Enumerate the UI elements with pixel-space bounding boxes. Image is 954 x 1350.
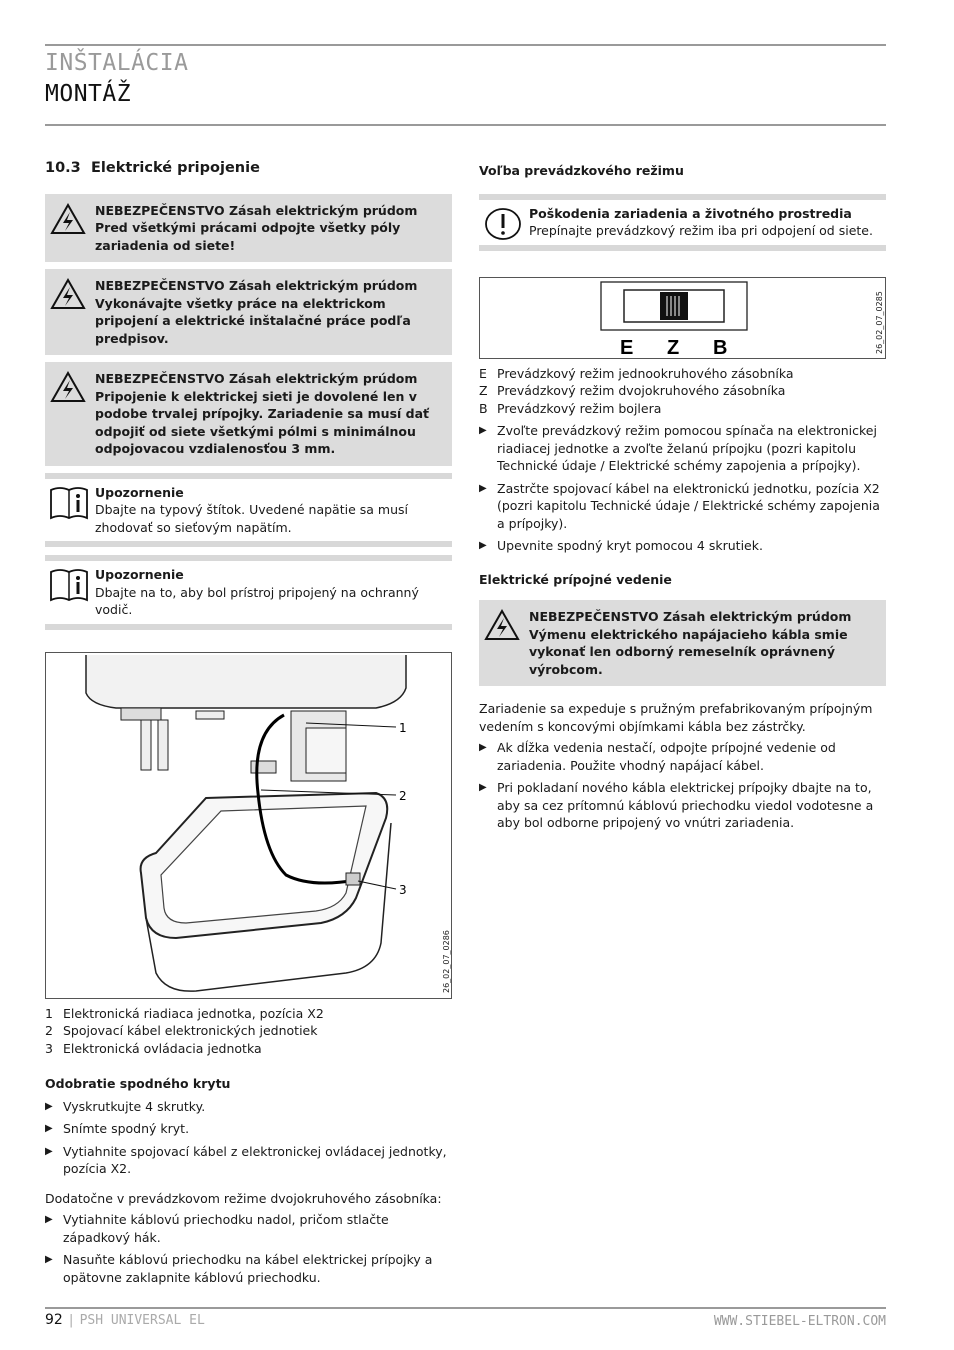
step-item: ▶ Pri pokladaní nového kábla elektrickej prípojky dbajte na to, aby sa cez prítomnú káblovú priechodku viedol vodotesne a aby bol odborne pripojený vo vnútri zariadenia. (479, 779, 886, 832)
mode-switch-figure (479, 277, 886, 359)
step-item: ▶ Snímte spodný kryt. (45, 1120, 452, 1138)
notice-box (45, 555, 452, 630)
footer-url[interactable]: WWW.STIEBEL-ELTRON.COM (713, 1314, 886, 1329)
header-top-rule (45, 44, 886, 46)
supply-body: Zariadenie sa expeduje s pružným prefabrikovaným prípojným vedením s koncovými objímkami kábla bez zástrčky. (479, 701, 873, 734)
mode-steps (479, 422, 886, 555)
step-item: ▶ Ak dĺžka vedenia nestačí, odpojte prípojné vedenie od zariadenia. Použite vhodný napájací kábel. (479, 739, 886, 774)
figure-code: 26_02_07_0285 (875, 290, 884, 354)
removal-steps (45, 1098, 452, 1178)
switch-label-z: Z (667, 336, 680, 358)
step-item: ▶ Nasuňte káblovú priechodku na kábel elektrickej prípojky a opätovne zaklapnite káblovú priechodku. (45, 1251, 452, 1286)
notice-text: Dbajte na typový štítok. Uvedené napätie sa musí zhodovať so sieťovým napätím. (95, 502, 408, 535)
footer-rule (45, 1307, 886, 1309)
figure-legend (45, 1005, 452, 1058)
caution-box (479, 194, 886, 251)
removal-intro: Dodatočne v prevádzkovom režime dvojokruhového zásobníka: (45, 1190, 442, 1206)
legend-item: 3 Elektronická ovládacia jednotka (45, 1040, 262, 1056)
switch-label-b: B (713, 336, 728, 358)
legend-item: E Prevádzkový režim jednookruhového zásobníka (479, 365, 794, 381)
footer-separator: | (67, 1313, 76, 1328)
electric-hazard-icon (50, 203, 86, 235)
danger-text: Pripojenie k elektrickej sieti je dovolené len v podobe trvalej prípojky. Zariadenie sa musí dať odpojiť od siete všetkými pólmi s minimálnou odpojovacou vzdialenosťou 3 mm. (95, 388, 430, 456)
danger-box (45, 194, 452, 263)
legend-item: 2 Spojovací kábel elektronických jednotiek (45, 1023, 318, 1038)
danger-text: Vykonávajte všetky práce na elektrickom pripojení a elektrické inštalačné práce podľa predpisov. (95, 295, 411, 346)
mode-switch-drawing (480, 278, 885, 358)
legend-item: B Prevádzkový režim bojlera (479, 400, 662, 416)
danger-title: NEBEZPEČENSTVO Zásah elektrickým prúdom (95, 278, 418, 293)
notice-title: Upozornenie (95, 484, 184, 500)
electric-hazard-icon (484, 609, 520, 641)
device-drawing (46, 653, 451, 998)
callout-2: 2 (399, 788, 407, 803)
switch-label-e: E (620, 336, 634, 358)
product-name: PSH UNIVERSAL EL (79, 1313, 205, 1328)
danger-text: Pred všetkými prácami odpojte všetky póly zariadenia od siete! (95, 220, 401, 253)
danger-box (45, 269, 452, 355)
removal-steps-2 (45, 1211, 452, 1286)
header-bottom-rule (45, 124, 886, 126)
notice-box (45, 473, 452, 548)
danger-text: Výmenu elektrického napájacieho kábla smie vykonať len odborný remeselník oprávnený výrobcom. (529, 626, 848, 677)
section-heading (45, 160, 452, 178)
callout-1: 1 (399, 720, 407, 735)
electric-hazard-icon (50, 278, 86, 310)
callout-3: 3 (399, 882, 407, 897)
footer-left (45, 1312, 205, 1330)
step-item: ▶ Vytiahnite káblovú priechodku nadol, pričom stlačte západkový hák. (45, 1211, 452, 1246)
figure-code: 26_02_07_0286 (442, 929, 451, 993)
step-item: ▶ Vyskrutkujte 4 skrutky. (45, 1098, 452, 1116)
legend-item: 1 Elektronická riadiaca jednotka, pozícia X2 (45, 1005, 324, 1021)
supply-heading: Elektrické prípojné vedenie (479, 571, 672, 587)
legend-item: Z Prevádzkový režim dvojokruhového zásobníka (479, 383, 786, 398)
chapter-title: INŠTALÁCIA (45, 50, 189, 76)
page-number: 92 (45, 1312, 63, 1328)
removal-heading: Odobratie spodného krytu (45, 1076, 231, 1091)
right-column (479, 160, 886, 837)
step-item: ▶ Zvoľte prevádzkový režim pomocou spínača na elektronickej riadiacej jednotke a zvoľte želanú prípojku (pozri kapitolu Technické údaje / Elektrické schémy zapojenia a prípojky). (479, 422, 886, 475)
section-number: 10.3 (45, 160, 81, 176)
mode-heading: Voľba prevádzkového režimu (479, 163, 684, 178)
notice-text: Dbajte na to, aby bol prístroj pripojený na ochranný vodič. (95, 584, 419, 617)
caution-text: Prepínajte prevádzkový režim iba pri odpojení od siete. (529, 223, 873, 238)
info-book-icon (49, 486, 89, 520)
section-title: MONTÁŽ (45, 81, 132, 107)
danger-title: NEBEZPEČENSTVO Zásah elektrickým prúdom (95, 202, 418, 218)
caution-title: Poškodenia zariadenia a životného prostredia (529, 205, 852, 221)
left-column (45, 160, 452, 1291)
exclamation-circle-icon (483, 207, 523, 241)
notice-title: Upozornenie (95, 567, 184, 582)
supply-steps (479, 739, 886, 832)
step-item: ▶ Zastrčte spojovací kábel na elektronickú jednotku, pozícia X2 (pozri kapitolu Technické údaje / Elektrické schémy zapojenia a prípojky). (479, 480, 886, 533)
installation-figure (45, 652, 452, 999)
info-book-icon (49, 568, 89, 602)
section-heading-text: Elektrické pripojenie (91, 160, 260, 176)
step-item: ▶ Vytiahnite spojovací kábel z elektronickej ovládacej jednotky, pozícia X2. (45, 1143, 452, 1178)
danger-title: NEBEZPEČENSTVO Zásah elektrickým prúdom (95, 371, 418, 386)
step-item: ▶ Upevnite spodný kryt pomocou 4 skrutiek. (479, 537, 886, 555)
electric-hazard-icon (50, 371, 86, 403)
danger-box (479, 600, 886, 686)
danger-box (45, 362, 452, 466)
danger-title: NEBEZPEČENSTVO Zásah elektrickým prúdom (529, 609, 852, 624)
mode-legend (479, 365, 886, 418)
